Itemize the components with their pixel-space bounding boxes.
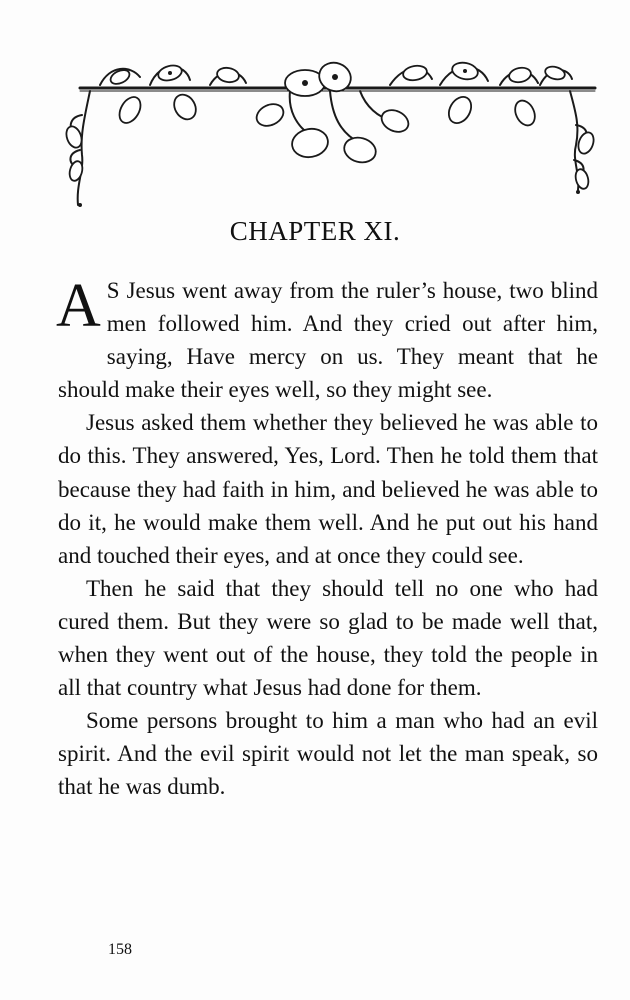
chapter-body [58,274,598,804]
paragraph-4: Some persons brought to him a man who had an evil spirit. And the evil spirit would not let the man speak, so that he was dumb. [58,708,598,800]
chapter-title: CHAPTER XI. [229,216,401,246]
paragraph-1-text: S Jesus went away from the ruler’s house, two blind men followed him. And they cried out after him, saying, Have mercy on us. They meant that he should make their eyes well, so they might see. [58,278,598,403]
paragraph-2: Jesus asked them whether they believed he was able to do this. They answered, Yes, Lord. Then he told them that because they had faith in him, and believed he was able to do it, he would make them well. And he put out his hand and touched their eyes, and at once they could see. [58,410,598,568]
paragraph-3: Then he said that they should tell no one who had cured them. But they were so glad to be made well that, when they went out of the house, they told the people in all that country what Jesus had done for them. [58,575,598,701]
drop-cap: A [56,272,101,340]
paragraph-1 [58,274,598,406]
page-number: 158 [108,941,132,958]
vine-flower-ornament-icon [60,55,600,215]
